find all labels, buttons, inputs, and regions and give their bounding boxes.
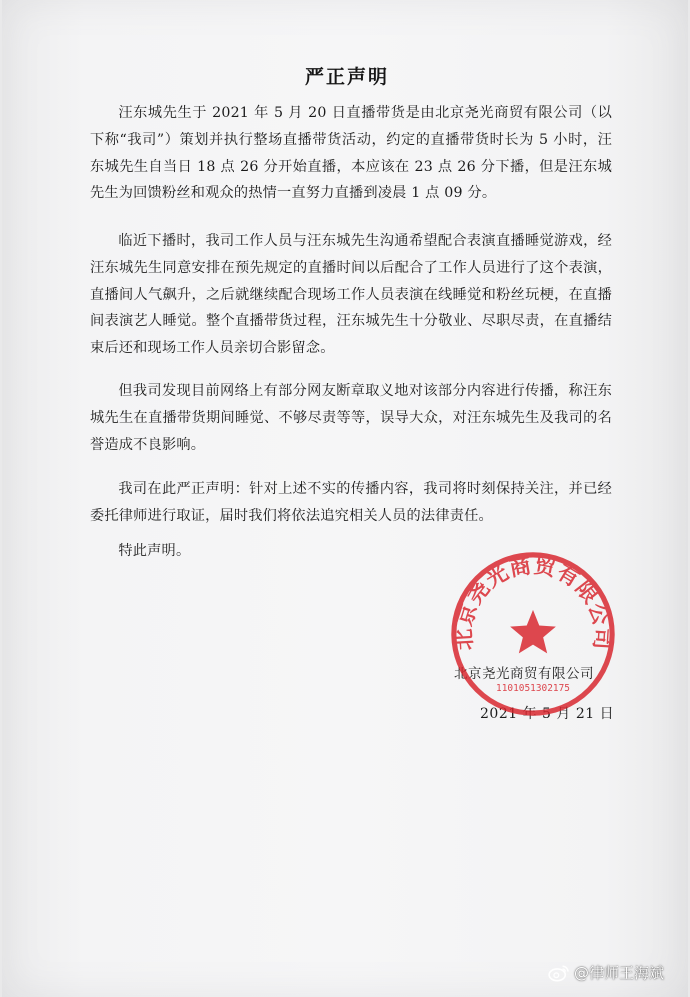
- seal-text: 北京尧光商贸有限公司: [451, 553, 615, 651]
- paragraph-1: 汪东城先生于 2021 年 5 月 20 日直播带货是由北京尧光商贸有限公司（以下称“我司”）策划并执行整场直播带货活动，约定的直播带货时长为 5 小时，汪东城先生自当日 18 点 26 分开始直播，本应该在 23 点 26 分下播，但是汪东城先生为回馈粉丝和观众的热情一直努力直播到凌晨 1 点 09 分。: [90, 105, 612, 202]
- watermark-text: @律师王海斌: [574, 964, 665, 982]
- seal-star-icon: [510, 610, 556, 654]
- document-title: 严正声明: [304, 66, 389, 88]
- watermark: [548, 962, 664, 983]
- signature-date: 2021 年 5 月 21 日: [480, 706, 615, 722]
- paragraph-3: 但我司发现目前网络上有部分网友断章取义地对该部分内容进行传播，称汪东城先生在直播带货期间睡觉、不够尽责等等，误导大众，对汪东城先生及我司的名誉造成不良影响。: [90, 383, 612, 453]
- paragraph-2: 临近下播时，我司工作人员与汪东城先生沟通希望配合表演直播睡觉游戏，经汪东城先生同意安排在预先规定的直播时间以后配合了工作人员进行了这个表演，直播间人气飙升，之后就继续配合现场工作人员表演在线睡觉和粉丝玩梗，在直播间表演艺人睡觉。整个直播带货过程，汪东城先生十分敬业、尽职尽责，在直播结束后还和现场工作人员亲切合影留念。: [90, 233, 612, 357]
- company-seal-icon: [447, 548, 619, 720]
- seal-number: 1101051302175: [496, 682, 570, 694]
- paragraph-4: 我司在此严正声明：针对上述不实的传播内容，我司将时刻保持关注，并已经委托律师进行取证，届时我们将依法追究相关人员的法律责任。: [90, 481, 612, 524]
- paragraph-5: 特此声明。: [118, 543, 191, 559]
- document-page: [2, 0, 688, 997]
- weibo-icon: [548, 964, 570, 982]
- signature-company: 北京尧光商贸有限公司: [454, 666, 594, 682]
